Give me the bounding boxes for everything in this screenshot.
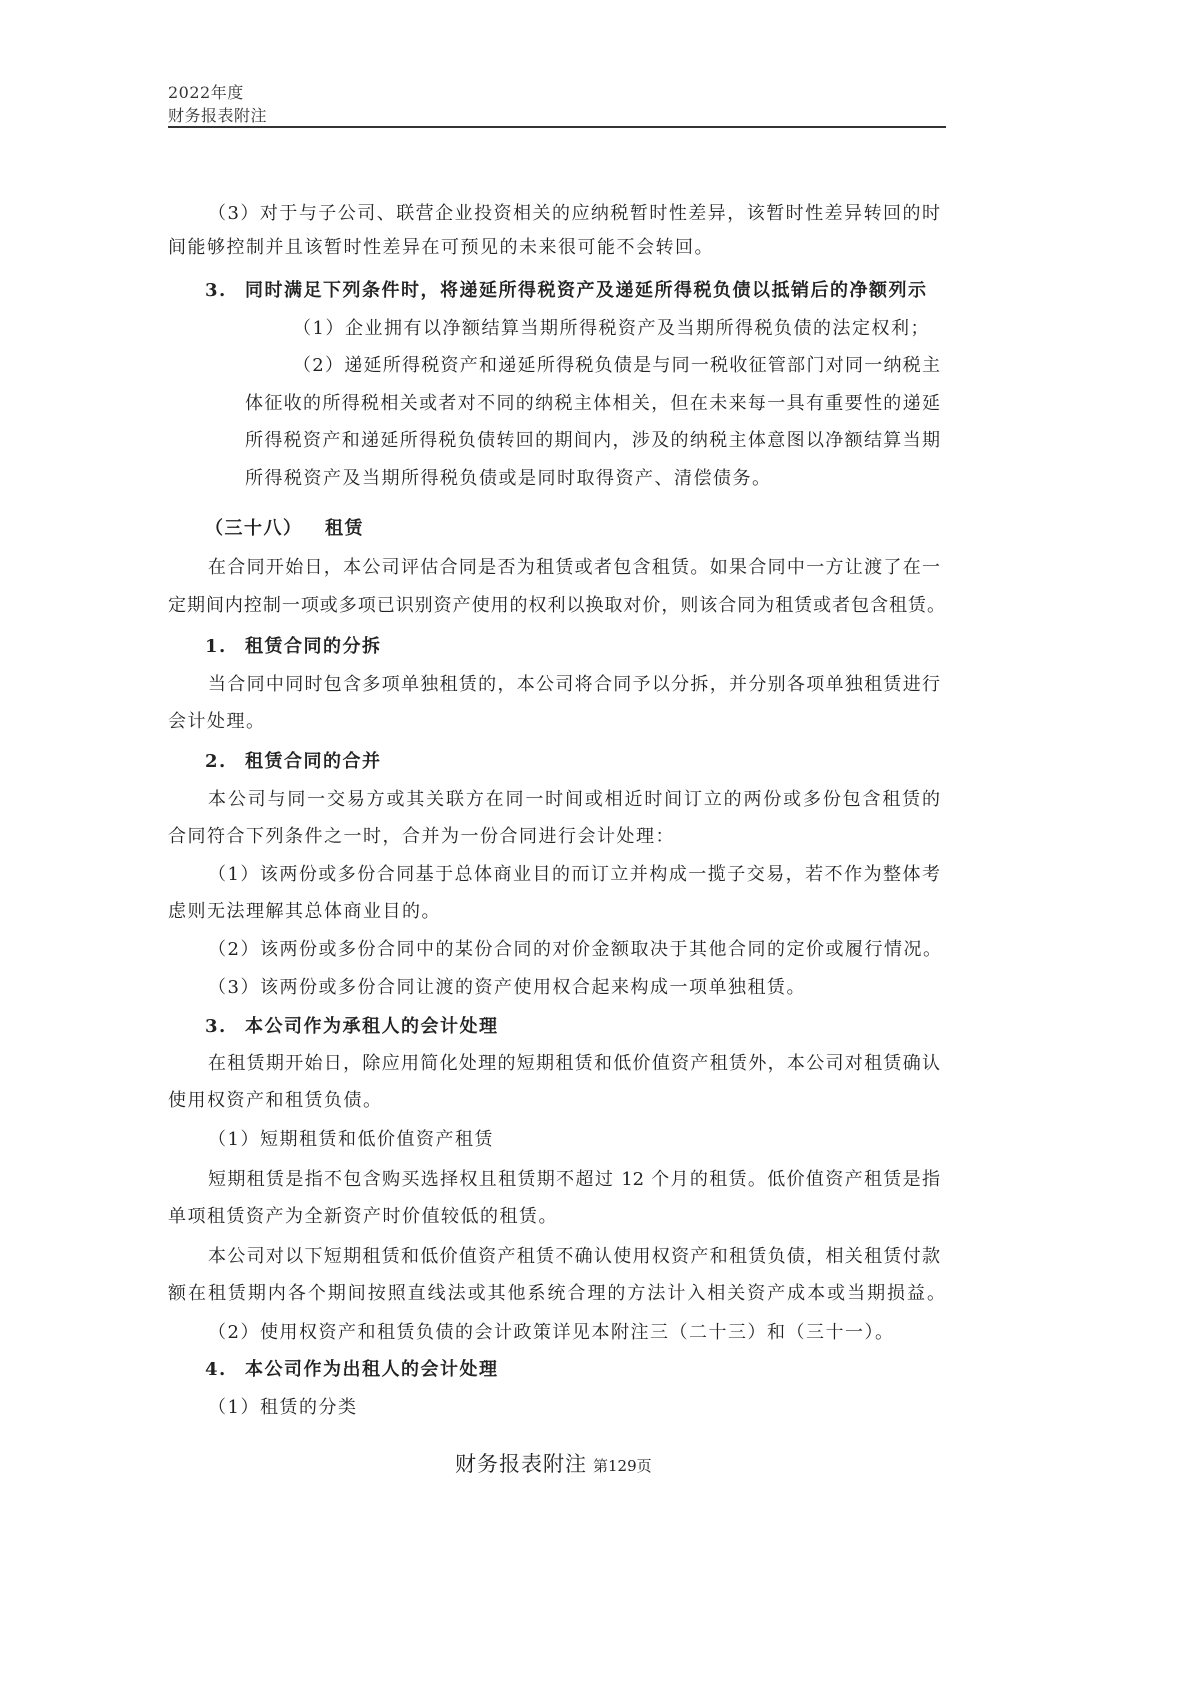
text-line: 本公司与同一交易方或其关联方在同一时间或相近时间订立的两份或多份包含租赁的 <box>208 789 940 810</box>
heading-number: 1. <box>205 636 227 657</box>
heading-number: 3. <box>205 1016 227 1037</box>
text-line: 会计处理。 <box>168 711 266 732</box>
section-heading <box>205 1358 499 1382</box>
text-line: 在租赁期开始日，除应用简化处理的短期租赁和低价值资产租赁外，本公司对租赁确认 <box>208 1053 940 1074</box>
section-heading <box>205 517 364 541</box>
text-line: 在合同开始日，本公司评估合同是否为租赁或者包含租赁。如果合同中一方让渡了在一 <box>208 557 940 578</box>
heading-text: 租赁合同的合并 <box>245 751 382 772</box>
text-line: （2）递延所得税资产和递延所得税负债是与同一税收征管部门对同一纳税主 <box>293 355 940 376</box>
text-line: 所得税资产及当期所得税负债或是同时取得资产、清偿债务。 <box>245 468 772 489</box>
text-line: （1）该两份或多份合同基于总体商业目的而订立并构成一揽子交易，若不作为整体考 <box>208 864 940 885</box>
footer-title: 财务报表附注 <box>455 1452 587 1476</box>
text-line: 虑则无法理解其总体商业目的。 <box>168 901 441 922</box>
text-line: 所得税资产和递延所得税负债转回的期间内，涉及的纳税主体意图以净额结算当期 <box>245 430 940 451</box>
heading-text: 本公司作为出租人的会计处理 <box>245 1359 499 1380</box>
section-heading <box>205 1015 499 1039</box>
text-line: （1）短期租赁和低价值资产租赁 <box>208 1129 494 1150</box>
heading-number: 2. <box>205 751 227 772</box>
text-line: 合同符合下列条件之一时，合并为一份合同进行会计处理： <box>168 826 675 847</box>
text-line: （3）该两份或多份合同让渡的资产使用权合起来构成一项单独租赁。 <box>208 977 806 998</box>
header-title: 财务报表附注 <box>168 106 268 125</box>
text-line: （1）企业拥有以净额结算当期所得税资产及当期所得税负债的法定权利； <box>293 318 930 339</box>
heading-text: 同时满足下列条件时，将递延所得税资产及递延所得税负债以抵销后的净额列示 <box>245 280 928 301</box>
heading-text: 租赁合同的分拆 <box>245 636 382 657</box>
section-heading <box>205 750 382 774</box>
heading-text: 本公司作为承租人的会计处理 <box>245 1016 499 1037</box>
header-divider <box>168 126 946 128</box>
section-heading <box>205 279 928 303</box>
heading-number: 3. <box>205 280 227 301</box>
text-line: 使用权资产和租赁负债。 <box>168 1090 383 1111</box>
heading-text: 租赁 <box>325 518 364 539</box>
text-line: （3）对于与子公司、联营企业投资相关的应纳税暂时性差异，该暂时性差异转回的时 <box>208 203 940 224</box>
page-number: 第129页 <box>593 1457 652 1475</box>
text-line: 短期租赁是指不包含购买选择权且租赁期不超过 12 个月的租赁。低价值资产租赁是指 <box>208 1169 940 1190</box>
header-year: 2022年度 <box>168 83 244 102</box>
heading-number: （三十八） <box>205 518 303 539</box>
text-line: （2）该两份或多份合同中的某份合同的对价金额取决于其他合同的定价或履行情况。 <box>208 939 943 960</box>
text-line: 当合同中同时包含多项单独租赁的，本公司将合同予以分拆，并分别各项单独租赁进行 <box>208 674 940 695</box>
heading-number: 4. <box>205 1359 227 1380</box>
section-heading <box>205 635 382 659</box>
page-footer <box>455 1448 652 1478</box>
text-line: （2）使用权资产和租赁负债的会计政策详见本附注三（二十三）和（三十一）。 <box>208 1322 895 1343</box>
text-line: 单项租赁资产为全新资产时价值较低的租赁。 <box>168 1206 558 1227</box>
text-line: 本公司对以下短期租赁和低价值资产租赁不确认使用权资产和租赁负债，相关租赁付款 <box>208 1246 940 1267</box>
text-line: （1）租赁的分类 <box>208 1397 358 1418</box>
text-line: 定期间内控制一项或多项已识别资产使用的权利以换取对价，则该合同为租赁或者包含租赁。 <box>168 595 945 616</box>
text-line: 额在租赁期内各个期间按照直线法或其他系统合理的方法计入相关资产成本或当期损益。 <box>168 1283 945 1304</box>
text-line: 体征收的所得税相关或者对不同的纳税主体相关，但在未来每一具有重要性的递延 <box>245 393 940 414</box>
text-line: 间能够控制并且该暂时性差异在可预见的未来很可能不会转回。 <box>168 237 714 258</box>
